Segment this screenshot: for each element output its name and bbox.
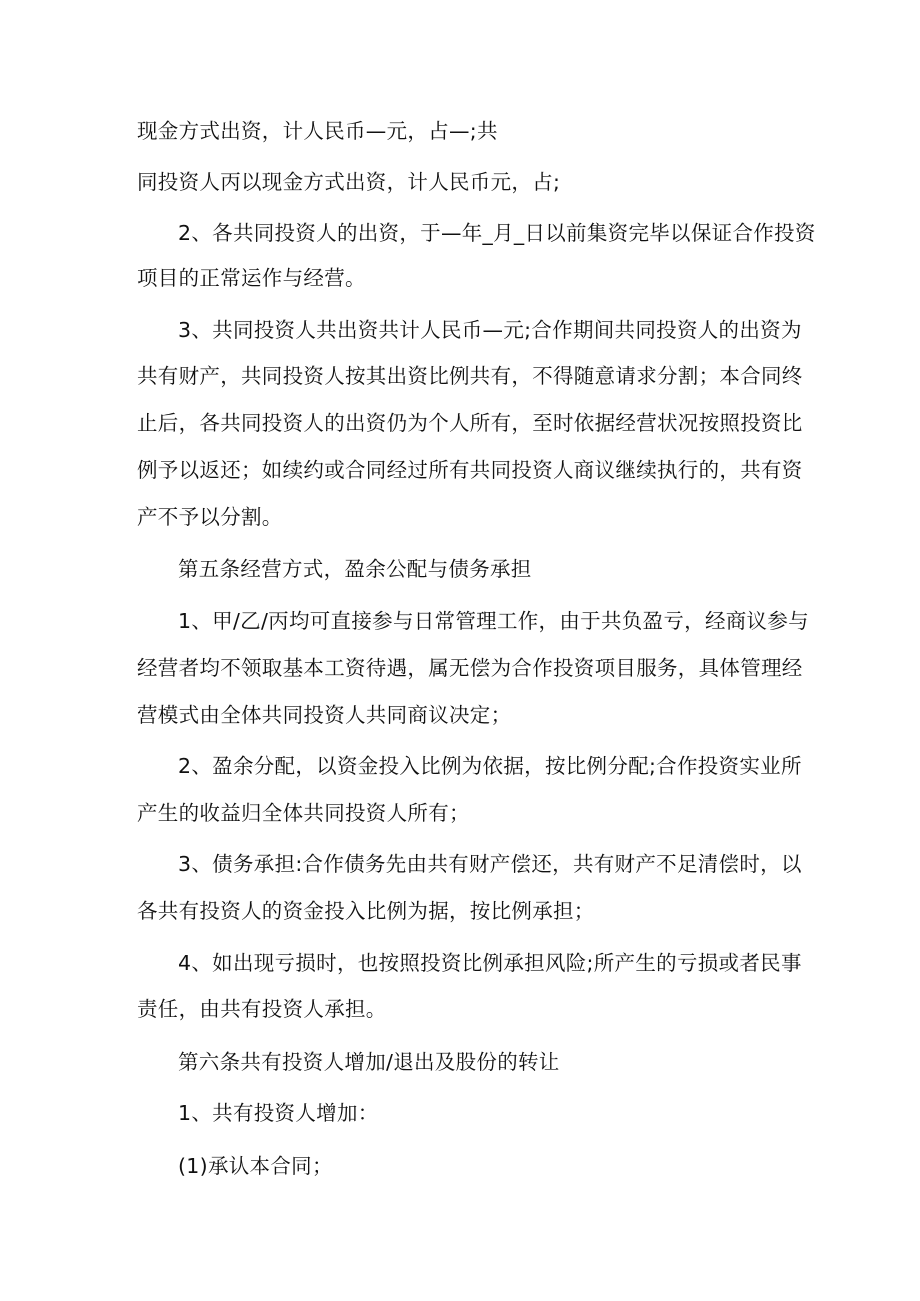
section-heading: 第五条经营方式，盈余公配与债务承担 — [178, 557, 532, 581]
paragraph-line: 4、如出现亏损时，也按照投资比例承担风险;所产生的亏损或者民事 — [178, 951, 802, 975]
paragraph-line: 1、甲/乙/丙均可直接参与日常管理工作，由于共负盈亏，经商议参与 — [178, 609, 809, 633]
paragraph-line: 责任，由共有投资人承担。 — [137, 997, 387, 1021]
paragraph-line: 3、债务承担:合作债务先由共有财产偿还，共有财产不足清偿时，以 — [178, 852, 802, 876]
paragraph-line: 现金方式出资，计人民币—元，占—;共 — [137, 119, 498, 143]
paragraph-line: 经营者均不领取基本工资待遇，属无偿为合作投资项目服务，具体管理经 — [137, 656, 803, 680]
paragraph-line: 2、盈余分配，以资金投入比例为依据，按比例分配;合作投资实业所 — [178, 754, 802, 778]
paragraph-line: (1)承认本合同； — [178, 1154, 333, 1178]
section-heading: 第六条共有投资人增加/退出及股份的转让 — [178, 1050, 560, 1074]
paragraph-line: 止后，各共同投资人的出资仍为个人所有，至时依据经营状况按照投资比 — [137, 411, 803, 435]
paragraph-line: 共有财产，共同投资人按其出资比例共有，不得随意请求分割；本合同终 — [137, 364, 803, 388]
paragraph-line: 产生的收益归全体共同投资人所有； — [137, 801, 470, 825]
paragraph-line: 2、各共同投资人的出资，于—年_月_日以前集资完毕以保证合作投资 — [178, 221, 816, 245]
paragraph-line: 例予以返还；如续约或合同经过所有共同投资人商议继续执行的，共有资 — [137, 458, 803, 482]
paragraph-line: 3、共同投资人共出资共计人民币—元;合作期间共同投资人的出资为 — [178, 318, 802, 342]
paragraph-line: 营模式由全体共同投资人共同商议决定； — [137, 703, 512, 727]
paragraph-line: 同投资人丙以现金方式出资，计人民币元，占; — [137, 170, 561, 194]
paragraph-line: 产不予以分割。 — [137, 505, 283, 529]
paragraph-line: 项目的正常运作与经营。 — [137, 266, 366, 290]
paragraph-line: 各共有投资人的资金投入比例为据，按比例承担； — [137, 899, 595, 923]
paragraph-line: 1、共有投资人增加： — [178, 1101, 379, 1125]
